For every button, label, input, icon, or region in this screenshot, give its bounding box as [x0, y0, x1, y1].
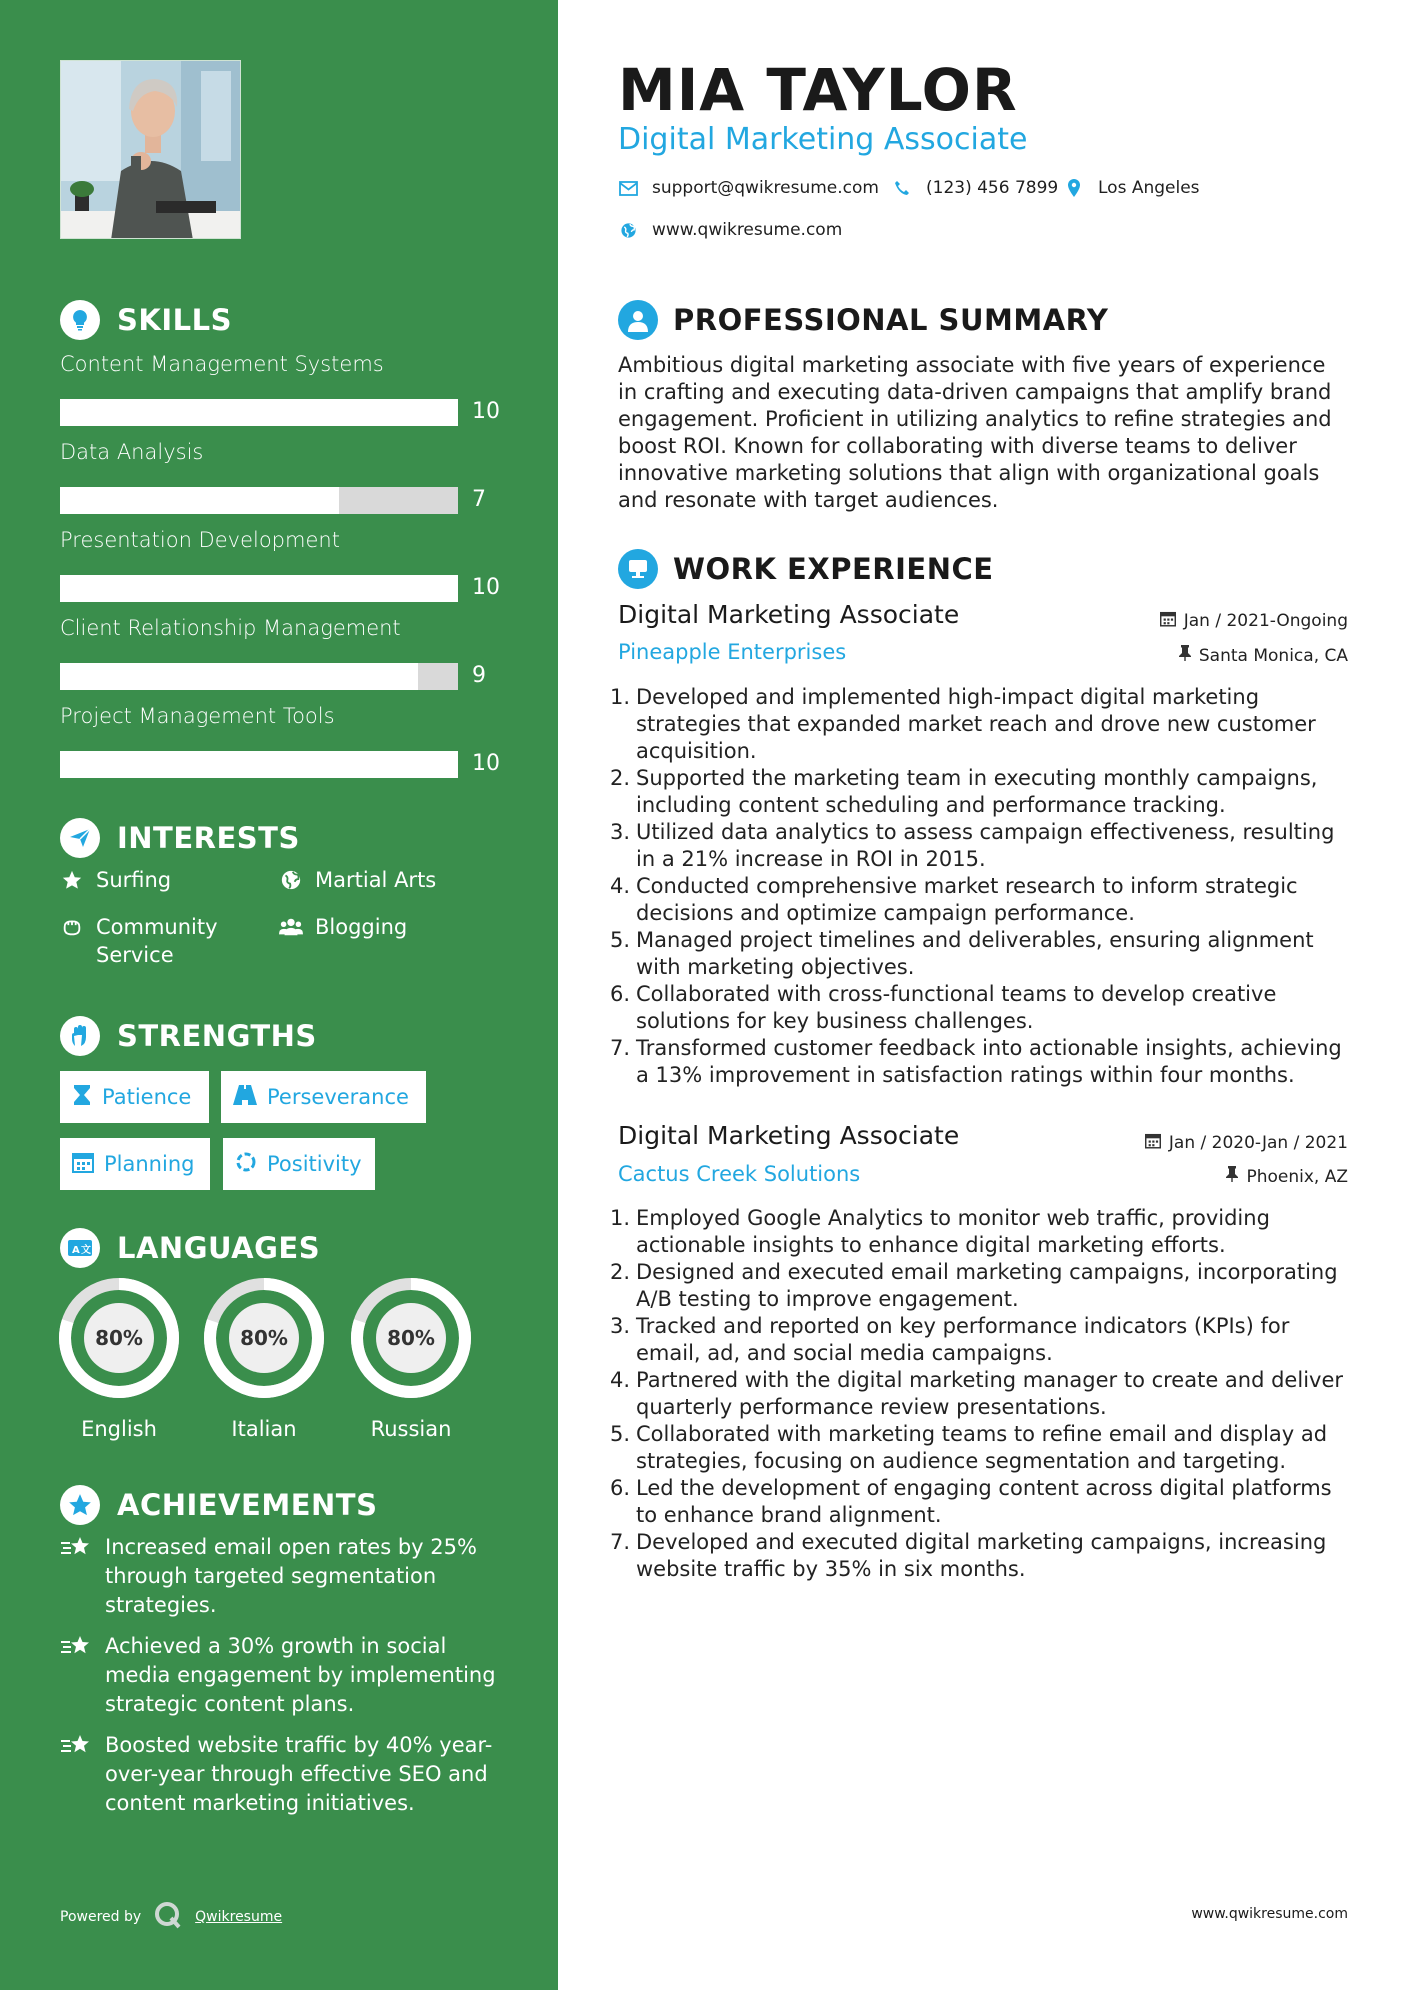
job-location: [1179, 645, 1348, 666]
calendar-icon: [1145, 1132, 1161, 1154]
svg-text:文: 文: [81, 1245, 91, 1256]
achievements-title: ACHIEVEMENTS: [117, 1488, 378, 1522]
job-bullets: [608, 684, 1348, 1089]
shooting-star-icon: [60, 1731, 93, 1818]
interest-label: Community Service: [96, 915, 218, 967]
email-text: support@qwikresume.com: [652, 178, 879, 198]
summary-title: PROFESSIONAL SUMMARY: [673, 303, 1109, 337]
job-location-text: Santa Monica, CA: [1198, 645, 1348, 666]
star-icon: [60, 866, 84, 894]
calendar-icon: [1160, 610, 1176, 632]
skill-value: 10: [472, 399, 500, 424]
list-item: 6. Collaborated with cross-functional teams to develop creative solutions for key business challenges.: [609, 982, 1277, 1033]
languages-title: LANGUAGES: [117, 1231, 321, 1265]
language-item: [350, 1277, 472, 1441]
job-dates: [1145, 1132, 1348, 1154]
list-item: 2. Designed and executed email marketing campaigns, incorporating A/B testing to improve engagement.: [609, 1260, 1338, 1311]
skill-bar: [60, 751, 458, 778]
interest-item: [60, 866, 171, 894]
language-item: [58, 1277, 180, 1441]
hand-paper-icon: [60, 1016, 100, 1056]
phone-text: (123) 456 7899: [926, 178, 1059, 198]
qwikresume-logo-icon: [153, 1900, 183, 1934]
achievement-item: [60, 1533, 510, 1620]
skills-heading: [60, 300, 232, 340]
skill-value: 9: [472, 663, 486, 688]
interests-title: INTERESTS: [117, 821, 300, 855]
globe-icon: [618, 222, 638, 239]
language-name: Italian: [231, 1417, 297, 1441]
skill-name: Presentation Development: [60, 528, 340, 552]
strength-label: Patience: [102, 1085, 192, 1109]
list-item: 4. Conducted comprehensive market research to inform strategic decisions and optimize campaign performance.: [609, 874, 1298, 925]
calendar-icon: [72, 1151, 94, 1178]
interest-item: [279, 913, 407, 941]
profile-photo: [60, 60, 241, 239]
skill-bar: [60, 399, 458, 426]
globe-icon: [279, 866, 303, 894]
language-item: [203, 1277, 325, 1441]
list-item: 4. Partnered with the digital marketing manager to create and deliver quarterly performance review presentations.: [609, 1368, 1344, 1419]
list-item: 7. Developed and executed digital marketing campaigns, increasing website traffic by 35% in six months.: [609, 1530, 1327, 1581]
experience-heading: [618, 549, 994, 589]
shooting-star-icon: [60, 1533, 93, 1620]
strength-label: Planning: [104, 1152, 195, 1176]
skill-name: Data Analysis: [60, 440, 204, 464]
hand-icon: [60, 913, 84, 941]
paper-plane-icon: [60, 818, 100, 858]
phone-icon: [892, 180, 912, 196]
language-name: English: [81, 1417, 157, 1441]
skill-item: [60, 352, 510, 424]
pushpin-icon: [1226, 1166, 1238, 1187]
languages-heading: [60, 1228, 320, 1268]
strengths-title: STRENGTHS: [117, 1019, 317, 1053]
skill-value: 10: [472, 575, 500, 600]
language-ring: [203, 1277, 325, 1399]
powered-by: [60, 1900, 282, 1934]
strength-chip: [223, 1138, 375, 1190]
job-title: Digital Marketing Associate: [618, 600, 960, 629]
contact-location: [1064, 178, 1200, 198]
list-item: 7. Transformed customer feedback into actionable insights, achieving a 13% improvement in satisfaction ratings within four months.: [609, 1036, 1342, 1087]
location-text: Los Angeles: [1098, 178, 1200, 198]
language-percent: 80%: [387, 1326, 435, 1350]
lightbulb-icon: [60, 300, 100, 340]
powered-by-label: Powered by: [60, 1909, 142, 1925]
job-dates-text: Jan / 2020-Jan / 2021: [1168, 1133, 1348, 1153]
language-ring: [58, 1277, 180, 1399]
strength-chip: [60, 1071, 209, 1123]
job-dates: [1160, 610, 1348, 632]
footer-website[interactable]: www.qwikresume.com: [1191, 1906, 1348, 1922]
language-percent: 80%: [95, 1326, 143, 1350]
language-ring: [350, 1277, 472, 1399]
skill-bar: [60, 487, 458, 514]
contact-email[interactable]: [618, 178, 879, 198]
interest-label: Martial Arts: [315, 868, 437, 892]
achievement-item: [60, 1731, 510, 1818]
list-item: 3. Utilized data analytics to assess campaign effectiveness, resulting in a 21% increase in ROI in 2015.: [609, 820, 1335, 871]
road-icon: [233, 1085, 257, 1110]
briefcase-user-icon: [618, 549, 658, 589]
list-item: 3. Tracked and reported on key performance indicators (KPIs) for email, ad, and social media campaigns.: [609, 1314, 1290, 1365]
circle-notch-icon: [235, 1151, 257, 1178]
skill-bar: [60, 663, 458, 690]
list-item: 6. Led the development of engaging content across digital platforms to enhance brand alignment.: [609, 1476, 1332, 1527]
job-location-text: Phoenix, AZ: [1246, 1166, 1348, 1187]
experience-title: WORK EXPERIENCE: [673, 552, 994, 586]
skills-title: SKILLS: [117, 303, 232, 337]
interests-heading: [60, 818, 300, 858]
job-dates-text: Jan / 2021-Ongoing: [1183, 611, 1348, 631]
job-location: [1226, 1166, 1348, 1187]
star-badge-icon: [60, 1485, 100, 1525]
skill-item: [60, 704, 510, 776]
map-marker-icon: [1064, 179, 1084, 197]
contact-website[interactable]: [618, 220, 842, 240]
candidate-name: MIA TAYLOR: [618, 56, 1018, 124]
company-name: Pineapple Enterprises: [618, 640, 847, 664]
interest-label: Surfing: [96, 868, 172, 892]
list-item: 2. Supported the marketing team in executing monthly campaigns, including content scheduling and performance tracking.: [609, 766, 1318, 817]
skill-name: Content Management Systems: [60, 352, 384, 376]
skill-name: Client Relationship Management: [60, 616, 401, 640]
contact-phone[interactable]: [892, 178, 1058, 198]
strength-chip: [221, 1071, 426, 1123]
skill-value: 10: [472, 751, 500, 776]
svg-text:A: A: [72, 1245, 80, 1256]
job-bullets: [608, 1205, 1348, 1583]
sidebar: [0, 0, 558, 1990]
skill-bar: [60, 575, 458, 602]
skill-item: [60, 528, 510, 600]
shooting-star-icon: [60, 1632, 93, 1719]
skill-name: Project Management Tools: [60, 704, 335, 728]
hourglass-icon: [72, 1084, 92, 1111]
interest-item: [279, 866, 436, 894]
skill-item: [60, 616, 510, 688]
interest-label: Blogging: [315, 915, 408, 939]
envelope-icon: [618, 181, 638, 196]
website-text: www.qwikresume.com: [652, 220, 843, 240]
user-icon: [618, 300, 658, 340]
summary-heading: [618, 300, 1108, 340]
achievement-text: Boosted website traffic by 40% year-over-year through effective SEO and content marketing initiatives.: [105, 1733, 493, 1815]
strength-label: Positivity: [267, 1152, 362, 1176]
list-item: 1. Developed and implemented high-impact digital marketing strategies that expanded market reach and drove new customer acquisition.: [609, 685, 1316, 763]
achievements-heading: [60, 1485, 377, 1525]
company-name: Cactus Creek Solutions: [618, 1162, 861, 1186]
achievement-text: Achieved a 30% growth in social media engagement by implementing strategic content plans.: [105, 1634, 496, 1716]
language-percent: 80%: [240, 1326, 288, 1350]
skill-value: 7: [472, 487, 486, 512]
interest-item: [60, 913, 250, 969]
candidate-job-title: Digital Marketing Associate: [618, 122, 1028, 157]
strength-label: Perseverance: [267, 1085, 409, 1109]
users-icon: [279, 913, 303, 941]
list-item: 1. Employed Google Analytics to monitor web traffic, providing actionable insights to enhance digital marketing efforts.: [609, 1206, 1270, 1257]
list-item: 5. Collaborated with marketing teams to refine email and display ad strategies, focusing on audience segmentation and targeting.: [609, 1422, 1328, 1473]
summary-text: Ambitious digital marketing associate with five years of experience in crafting and executing data-driven campaigns that amplify brand engagement. Proficient in utilizing analytics to refine strategies and boost ROI. Known for collaborating with diverse teams to deliver innovative marketing solutions that align with organizational goals and resonate with target audiences.: [618, 353, 1332, 512]
language-icon: [60, 1228, 100, 1268]
pushpin-icon: [1179, 645, 1191, 666]
strengths-heading: [60, 1016, 317, 1056]
achievement-item: [60, 1632, 510, 1719]
qwikresume-link[interactable]: Qwikresume: [195, 1909, 283, 1925]
job-title: Digital Marketing Associate: [618, 1121, 960, 1150]
achievement-text: Increased email open rates by 25% through targeted segmentation strategies.: [105, 1535, 477, 1617]
skill-item: [60, 440, 510, 512]
strength-chip: [60, 1138, 210, 1190]
language-name: Russian: [370, 1417, 452, 1441]
list-item: 5. Managed project timelines and deliverables, ensuring alignment with marketing objectives.: [609, 928, 1314, 979]
